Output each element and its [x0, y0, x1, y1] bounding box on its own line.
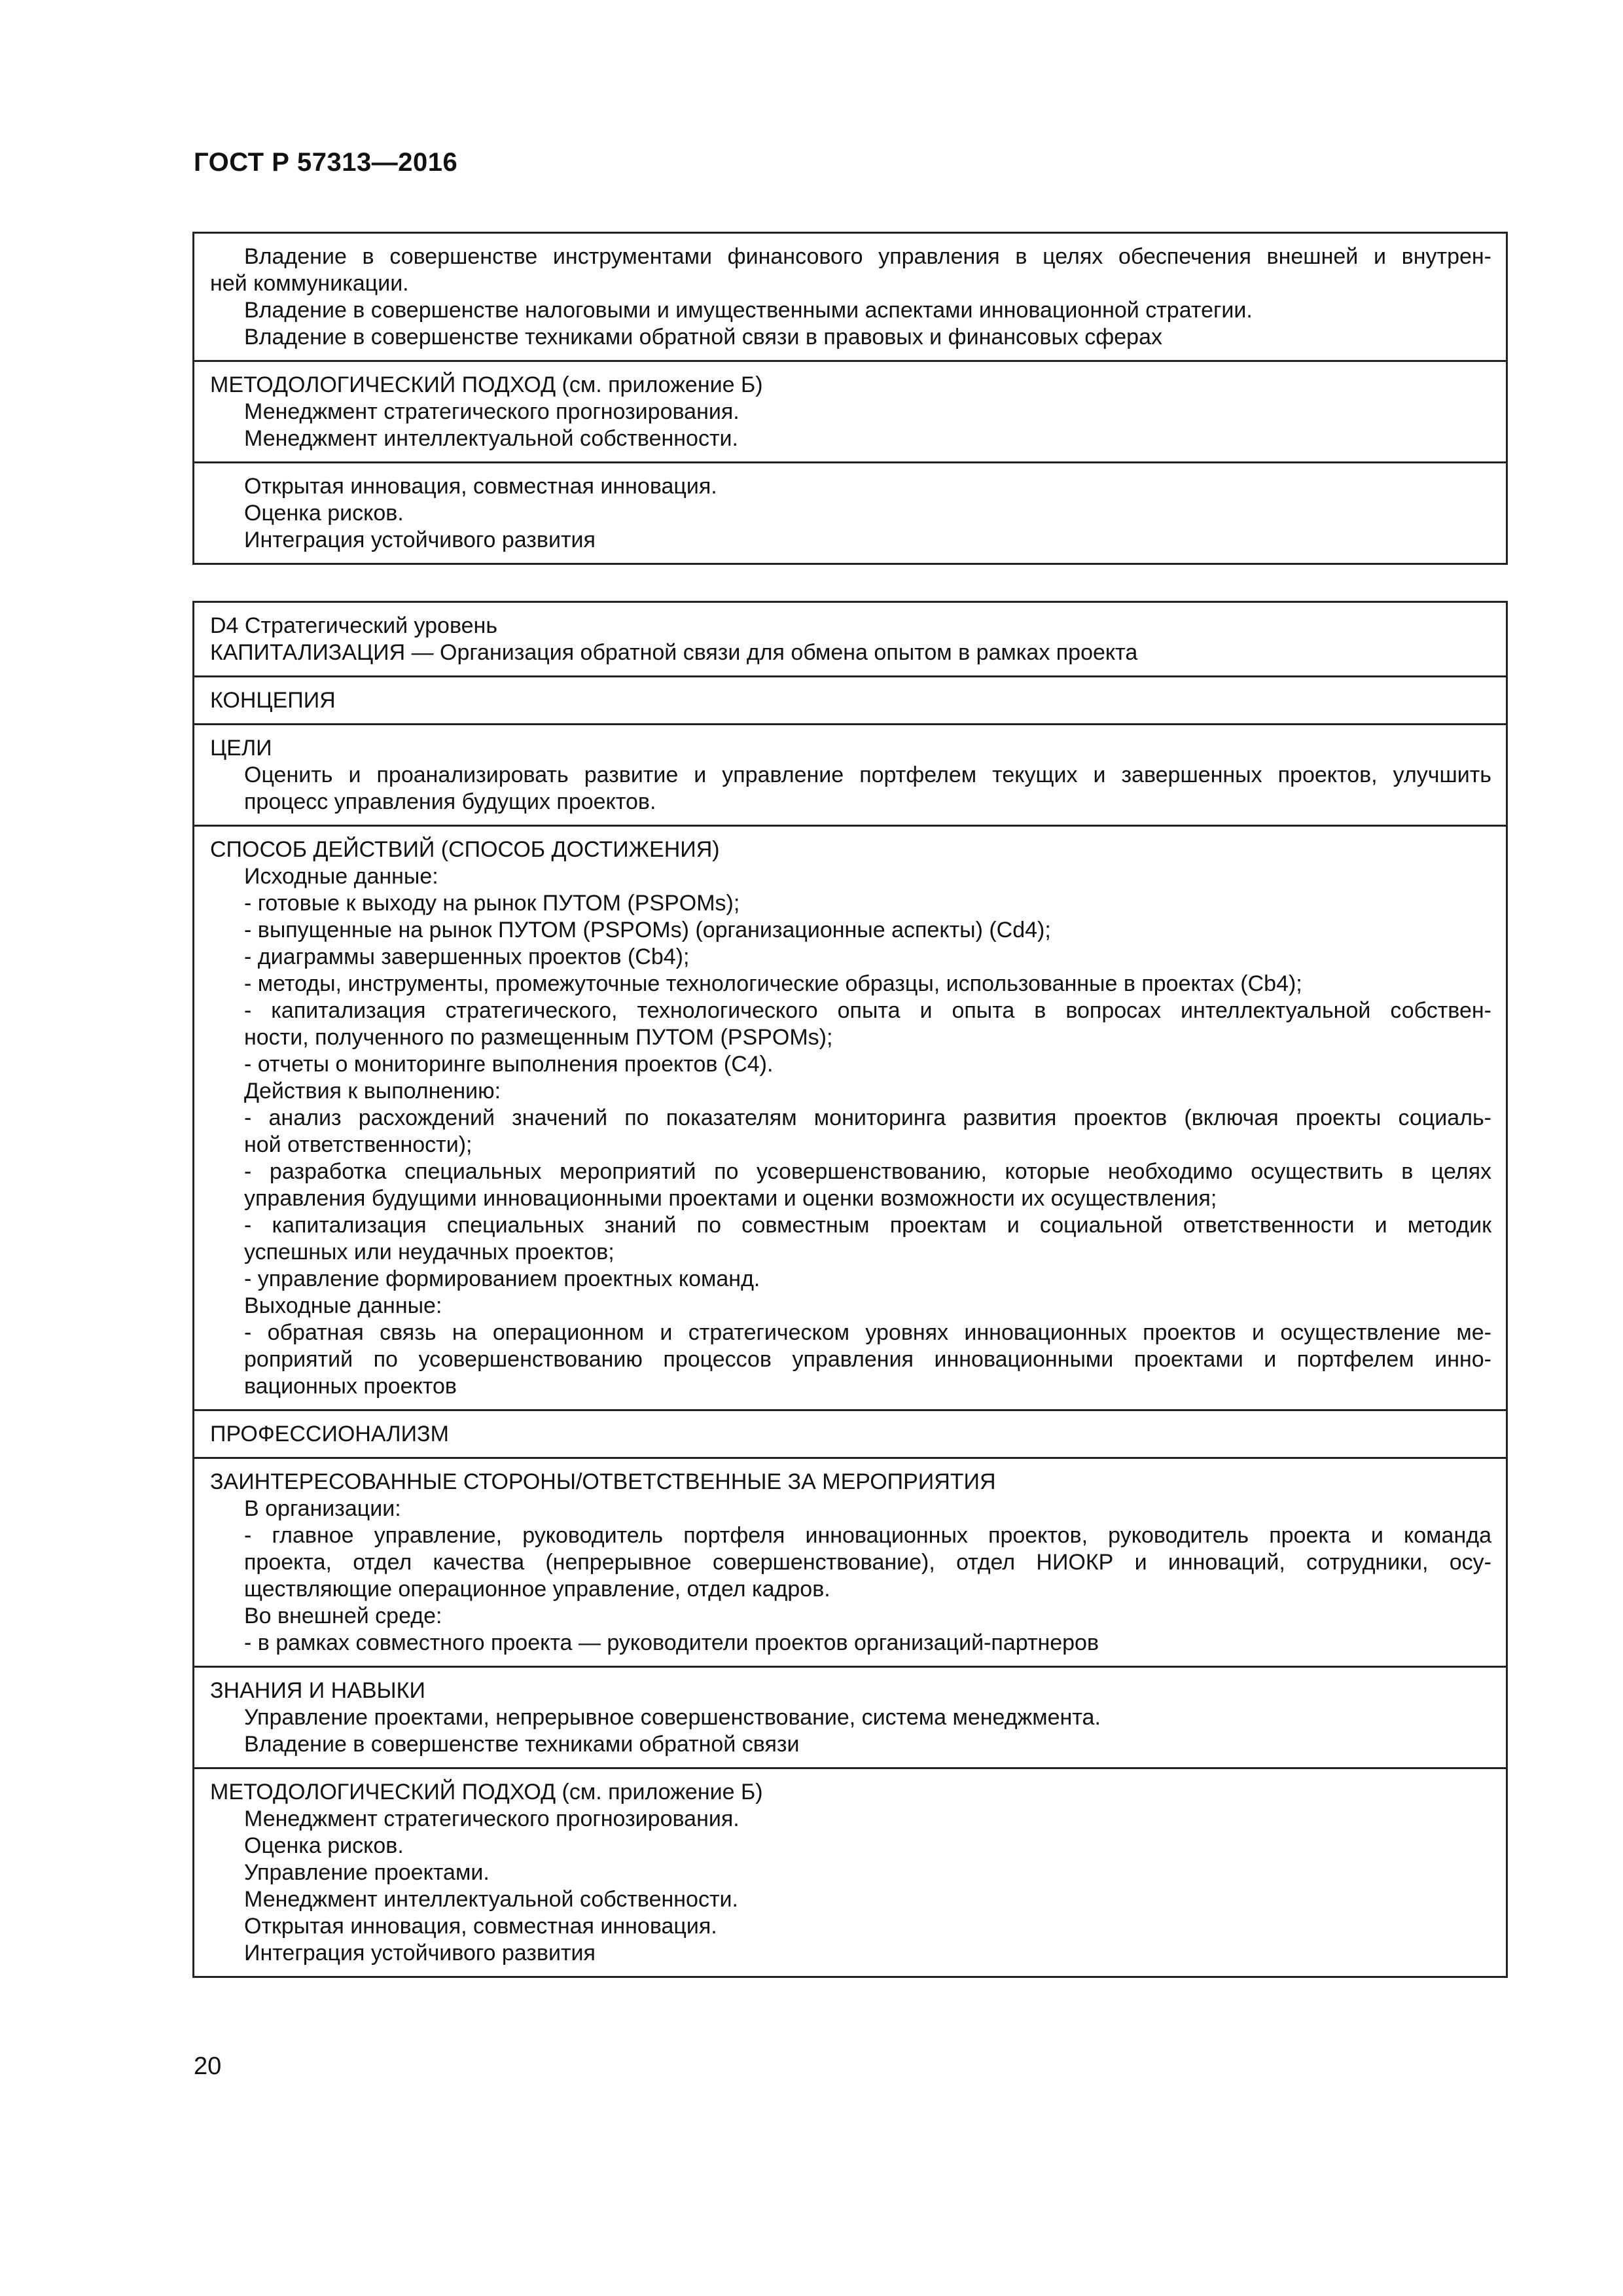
text-line: ней коммуникации.	[210, 271, 409, 296]
list-item: - капитализация специальных знаний по совместным проектам и социальной ответственности и методик	[244, 1213, 1491, 1238]
section-heading: ПРОФЕССИОНАЛИЗМ	[210, 1422, 449, 1446]
text-line: Оценить и проанализировать развитие и управление портфелем текущих и завершенных проектов, улучшить	[244, 762, 1491, 787]
list-item: - выпущенные на рынок ПУТОМ (PSPOMs) (организационные аспекты) (Cd4);	[244, 918, 1051, 942]
section-heading: МЕТОДОЛОГИЧЕСКИЙ ПОДХОД (см. приложение Б)	[210, 372, 763, 397]
text-line: Менеджмент стратегического прогнозирования.	[244, 1806, 740, 1831]
text-line: Действия к выполнению:	[244, 1079, 501, 1103]
table-cell-financial-skills	[194, 234, 1506, 360]
section-heading: ЗНАНИЯ И НАВЫКИ	[210, 1678, 425, 1703]
document-number: ГОСТ Р 57313—2016	[194, 148, 458, 177]
text-line: Интеграция устойчивого развития	[244, 1941, 596, 1965]
list-item: ности, полученного по размещенным ПУТОМ (PSPOMs);	[244, 1025, 833, 1050]
text-line: Оценка рисков.	[244, 1833, 404, 1858]
list-item: успешных или неудачных проектов;	[244, 1240, 615, 1265]
text-line: Владение в совершенстве техниками обратной связи в правовых и финансовых сферах	[244, 325, 1162, 350]
table-cell-method-of-action	[194, 825, 1506, 1409]
table-cell-methodology	[194, 360, 1506, 461]
text-line: процесс управления будущих проектов.	[244, 789, 656, 814]
d4-strategic-level-table	[192, 601, 1508, 1978]
requirements-table-continued	[192, 232, 1508, 565]
section-heading: ЗАИНТЕРЕСОВАННЫЕ СТОРОНЫ/ОТВЕТСТВЕННЫЕ ЗА МЕРОПРИЯТИЯ	[210, 1469, 996, 1494]
text-line: Исходные данные:	[244, 864, 438, 889]
section-heading: КОНЦЕПИЯ	[210, 688, 336, 713]
list-item: управления будущими инновационными проектами и оценки возможности их осуществления;	[244, 1186, 1217, 1211]
page-number: 20	[194, 2053, 222, 2080]
text-line: В организации:	[244, 1496, 401, 1521]
list-item: - разработка специальных мероприятий по усовершенствованию, которые необходимо осуществить в целях	[244, 1159, 1491, 1184]
table-cell-professionalism	[194, 1409, 1506, 1457]
list-item: - обратная связь на операционном и стратегическом уровнях инновационных проектов и осуществление ме-	[244, 1320, 1491, 1345]
text-line: Владение в совершенстве налоговыми и имущественными аспектами инновационной стратегии.	[244, 298, 1253, 323]
text-line: Менеджмент стратегического прогнозирования.	[244, 399, 740, 424]
level-title: D4 Стратегический уровень	[210, 613, 498, 638]
list-item: вационных проектов	[244, 1374, 457, 1399]
text-line: Владение в совершенстве инструментами финансового управления в целях обеспечения внешней и внутрен-	[244, 244, 1491, 269]
text-line: Менеджмент интеллектуальной собственности.	[244, 1887, 738, 1912]
text-line: Управление проектами.	[244, 1860, 490, 1885]
list-item: ществляющие операционное управление, отдел кадров.	[244, 1577, 830, 1602]
section-heading: ЦЕЛИ	[210, 736, 272, 761]
list-item: - в рамках совместного проекта — руководители проектов организаций-партнеров	[244, 1630, 1099, 1655]
table-cell-knowledge-skills	[194, 1666, 1506, 1767]
list-item: ной ответственности);	[244, 1132, 473, 1157]
list-item: роприятий по усовершенствованию процессов управления инновационными проектами и портфелем инно-	[244, 1347, 1491, 1372]
section-heading: СПОСОБ ДЕЙСТВИЙ (СПОСОБ ДОСТИЖЕНИЯ)	[210, 837, 720, 862]
list-item: - отчеты о мониторинге выполнения проектов (C4).	[244, 1052, 774, 1077]
list-item: - капитализация стратегического, технологического опыта и опыта в вопросах интеллектуальной собствен-	[244, 998, 1491, 1023]
text-line: Менеджмент интеллектуальной собственности.	[244, 426, 738, 451]
section-heading: МЕТОДОЛОГИЧЕСКИЙ ПОДХОД (см. приложение Б)	[210, 1780, 763, 1804]
table-cell-stakeholders	[194, 1457, 1506, 1666]
text-line: Выходные данные:	[244, 1293, 442, 1318]
text-line: Управление проектами, непрерывное совершенствование, система менеджмента.	[244, 1705, 1101, 1730]
table-cell-title	[194, 603, 1506, 675]
list-item: - готовые к выходу на рынок ПУТОМ (PSPOMs);	[244, 891, 740, 916]
table-cell-goals	[194, 723, 1506, 825]
list-item: - методы, инструменты, промежуточные технологические образцы, использованные в проектах (Cb4);	[244, 971, 1302, 996]
text-line: Во внешней среде:	[244, 1604, 442, 1628]
list-item: - главное управление, руководитель портфеля инновационных проектов, руководитель проекта и команда	[244, 1523, 1491, 1548]
list-item: - управление формированием проектных команд.	[244, 1266, 760, 1291]
text-line: Открытая инновация, совместная инновация.	[244, 1914, 717, 1939]
text-line: Открытая инновация, совместная инновация.	[244, 474, 717, 499]
table-cell-methodology	[194, 1767, 1506, 1976]
table-cell-concept	[194, 675, 1506, 723]
text-line: Владение в совершенстве техниками обратной связи	[244, 1732, 800, 1757]
list-item: - анализ расхождений значений по показателям мониторинга развития проектов (включая проекты социаль-	[244, 1105, 1491, 1130]
list-item: - диаграммы завершенных проектов (Cb4);	[244, 944, 690, 969]
text-line: Оценка рисков.	[244, 501, 404, 526]
list-item: проекта, отдел качества (непрерывное совершенствование), отдел НИОКР и инноваций, сотрудники, осу-	[244, 1550, 1491, 1575]
text-line: Интеграция устойчивого развития	[244, 528, 596, 552]
table-cell-methodology-continued	[194, 461, 1506, 563]
level-subtitle: КАПИТАЛИЗАЦИЯ — Организация обратной связи для обмена опытом в рамках проекта	[210, 640, 1138, 665]
